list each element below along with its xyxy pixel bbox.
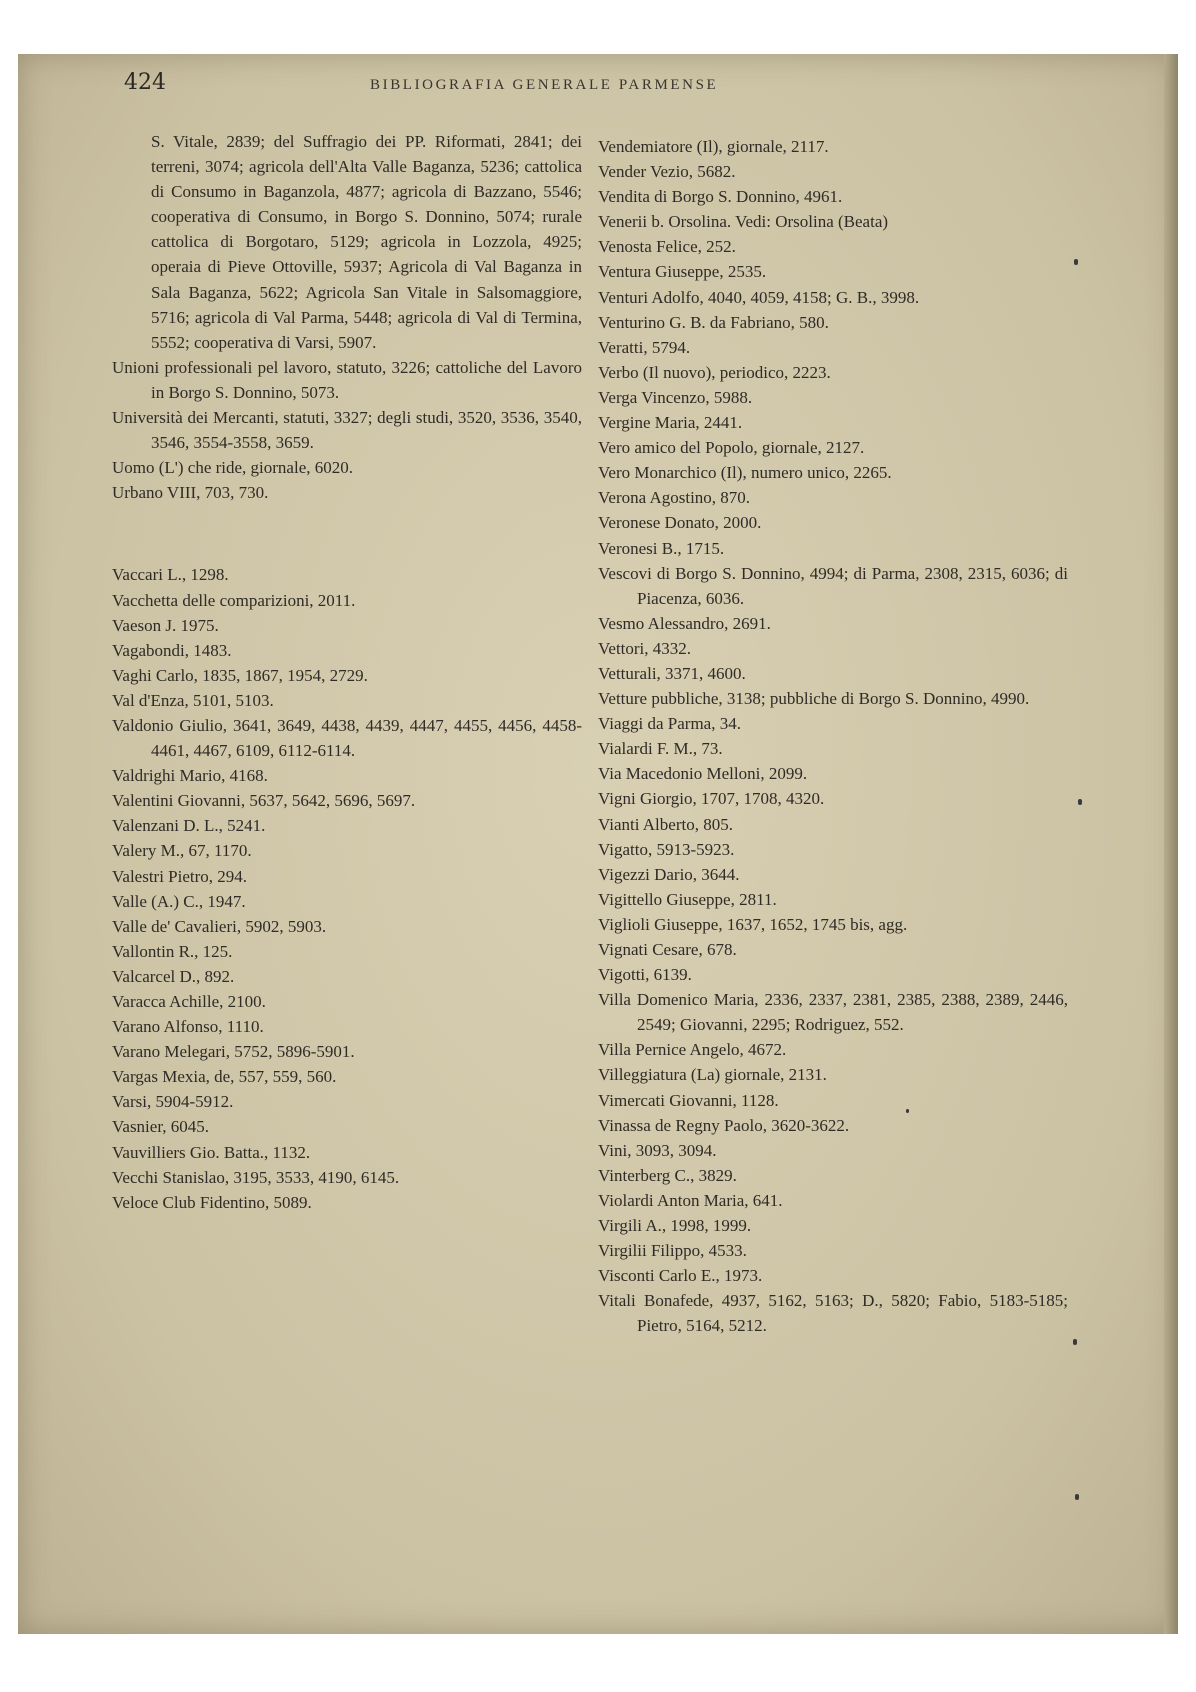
index-entry: Valery M., 67, 1170.: [112, 841, 252, 861]
index-entry: Venosta Felice, 252.: [598, 237, 736, 257]
index-entry: Villa Domenico Maria, 2336, 2337, 2381, 2385, 2388, 2389, 2446, 2549; Giovanni, 2295; Rodriguez, 552.: [598, 990, 1068, 1035]
index-entry: Varacca Achille, 2100.: [112, 992, 266, 1011]
index-entry: Vasnier, 6045.: [112, 1117, 210, 1137]
margin-mark: [1075, 1494, 1079, 1500]
index-entry: Vendemiatore (Il), giornale, 2117.: [598, 137, 829, 156]
index-entry: Violardi Anton Maria, 641.: [598, 1190, 783, 1210]
index-entry: Veronesi B., 1715.: [598, 538, 725, 558]
index-entry: Uomo (L') che ride, giornale, 6020.: [112, 458, 353, 478]
index-entry: Università dei Mercanti, statuti, 3327; degli studi, 3520, 3536, 3540, 3546, 3554-3558, 3659.: [112, 408, 582, 453]
index-entry: Villa Pernice Angelo, 4672.: [598, 1040, 787, 1060]
index-entry: Vero amico del Popolo, giornale, 2127.: [598, 438, 865, 458]
index-entry: Vianti Alberto, 805.: [598, 814, 733, 834]
index-entry: Valentini Giovanni, 5637, 5642, 5696, 5697.: [112, 791, 416, 811]
index-entry: Vitali Bonafede, 4937, 5162, 5163; D., 5820; Fabio, 5183-5185; Pietro, 5164, 5212.: [598, 1291, 1068, 1336]
index-entry: Vagabondi, 1483.: [112, 640, 232, 660]
index-entry: Urbano VIII, 703, 730.: [112, 483, 269, 503]
index-entry: Vero Monarchico (Il), numero unico, 2265.: [598, 463, 892, 483]
right-column: [598, 134, 1068, 1339]
index-entry: Vecchi Stanislao, 3195, 3533, 4190, 6145.: [112, 1167, 400, 1187]
index-entry: Vendita di Borgo S. Donnino, 4961.: [598, 187, 843, 207]
index-entry: Virgilii Filippo, 4533.: [598, 1241, 747, 1261]
index-entry: Vigittello Giuseppe, 2811.: [598, 889, 777, 909]
index-entry: Veronese Donato, 2000.: [598, 513, 762, 533]
index-entry: Vescovi di Borgo S. Donnino, 4994; di Parma, 2308, 2315, 6036; di Piacenza, 6036.: [598, 563, 1068, 608]
index-entry: Vimercati Giovanni, 1128.: [598, 1090, 779, 1110]
margin-mark: [1078, 799, 1082, 805]
index-entry: Valcarcel D., 892.: [112, 966, 235, 986]
index-entry: Val d'Enza, 5101, 5103.: [112, 690, 274, 710]
index-entry: Vigni Giorgio, 1707, 1708, 4320.: [598, 789, 825, 809]
index-entry: Vaccari L., 1298.: [112, 565, 229, 585]
index-entry: Venturi Adolfo, 4040, 4059, 4158; G. B., 3998.: [598, 287, 920, 307]
index-entry: Viglioli Giuseppe, 1637, 1652, 1745 bis, agg.: [598, 914, 908, 934]
index-entry: Verona Agostino, 870.: [598, 488, 751, 508]
index-entry: Vinterberg C., 3829.: [598, 1165, 737, 1185]
index-entry: Verbo (Il nuovo), periodico, 2223.: [598, 362, 831, 382]
index-entry: Vender Vezio, 5682.: [598, 162, 736, 182]
index-entry: Vialardi F. M., 73.: [598, 739, 723, 759]
index-entry: Vauvilliers Gio. Batta., 1132.: [112, 1142, 311, 1162]
page-number: 424: [124, 70, 166, 95]
index-entry: Valestri Pietro, 294.: [112, 866, 248, 886]
index-entry: Vaghi Carlo, 1835, 1867, 1954, 2729.: [112, 665, 368, 685]
index-entry-continuation: S. Vitale, 2839; del Suffragio dei PP. Riformati, 2841; dei terreni, 3074; agricola dell'Alta Valle Baganza, 5236; cattolica di Consumo in Baganzola, 4877; agricola di Bazzano, 5546; cooperativa di Consumo, in Borgo S. Donnino, 5074; rurale cattolica di Borgotaro, 5129; agricola in Lozzola, 4925; operaia di Pieve Ottoville, 5937; Agricola di Val Baganza in Sala Baganza, 5622; Agricola San Vitale in Salsomaggiore, 5716; agricola di Val Parma, 5448; agricola di Val di Termina, 5552; cooperativa di Varsi, 5907.: [151, 132, 582, 352]
index-entry: Veloce Club Fidentino, 5089.: [112, 1192, 312, 1212]
index-entry: Varano Alfonso, 1110.: [112, 1017, 264, 1037]
page-header: [0, 0, 1196, 140]
index-entry: Vigotti, 6139.: [598, 965, 692, 985]
index-entry: Valenzani D. L., 5241.: [112, 816, 266, 836]
index-entry: Vinassa de Regny Paolo, 3620-3622.: [598, 1115, 850, 1135]
index-entry: Vargas Mexia, de, 557, 559, 560.: [112, 1067, 337, 1087]
index-entry: Varano Melegari, 5752, 5896-5901.: [112, 1042, 355, 1062]
index-entry: Vetture pubbliche, 3138; pubbliche di Borgo S. Donnino, 4990.: [598, 689, 1030, 709]
index-entry: Unioni professionali pel lavoro, statuto, 3226; cattoliche del Lavoro in Borgo S. Donnino, 5073.: [112, 357, 582, 402]
index-entry: Verga Vincenzo, 5988.: [598, 387, 753, 407]
running-title: BIBLIOGRAFIA GENERALE PARMENSE: [370, 77, 719, 93]
index-entry: Vesmo Alessandro, 2691.: [598, 613, 771, 633]
index-entry: Virgili A., 1998, 1999.: [598, 1216, 752, 1236]
index-entry: Vettori, 4332.: [598, 638, 692, 658]
index-entry: Vacchetta delle comparizioni, 2011.: [112, 590, 356, 610]
left-column: [112, 129, 582, 1215]
section-gap: [112, 505, 582, 562]
index-entry: Vergine Maria, 2441.: [598, 413, 743, 433]
page-edge-shadow: [1164, 54, 1178, 1634]
index-entry: Vetturali, 3371, 4600.: [598, 663, 746, 683]
index-entry: Vigatto, 5913-5923.: [598, 839, 735, 859]
index-entry: Varsi, 5904-5912.: [112, 1092, 234, 1112]
index-entry: Vignati Cesare, 678.: [598, 940, 737, 959]
index-entry: Veratti, 5794.: [598, 337, 691, 357]
index-entry: Valle (A.) C., 1947.: [112, 891, 246, 911]
index-entry: Venerii b. Orsolina. Vedi: Orsolina (Beata): [598, 212, 889, 232]
margin-mark: [1073, 1339, 1077, 1345]
index-entry: Via Macedonio Melloni, 2099.: [598, 764, 808, 784]
index-entry: Vini, 3093, 3094.: [598, 1140, 717, 1160]
index-entry: Valdrighi Mario, 4168.: [112, 766, 268, 786]
index-entry: Vallontin R., 125.: [112, 941, 233, 961]
margin-mark: [1074, 259, 1078, 265]
index-entry: Viaggi da Parma, 34.: [598, 714, 741, 734]
index-entry: Ventura Giuseppe, 2535.: [598, 262, 767, 282]
index-entry: Valdonio Giulio, 3641, 3649, 4438, 4439, 4447, 4455, 4456, 4458-4461, 4467, 6109, 6112-6114.: [112, 715, 582, 761]
index-entry: Visconti Carlo E., 1973.: [598, 1266, 763, 1286]
index-entry: Valle de' Cavalieri, 5902, 5903.: [112, 916, 327, 936]
index-entry: Vigezzi Dario, 3644.: [598, 864, 740, 884]
index-entry: Venturino G. B. da Fabriano, 580.: [598, 312, 829, 332]
index-entry: Vaeson J. 1975.: [112, 615, 219, 635]
index-entry: Villeggiatura (La) giornale, 2131.: [598, 1065, 827, 1085]
